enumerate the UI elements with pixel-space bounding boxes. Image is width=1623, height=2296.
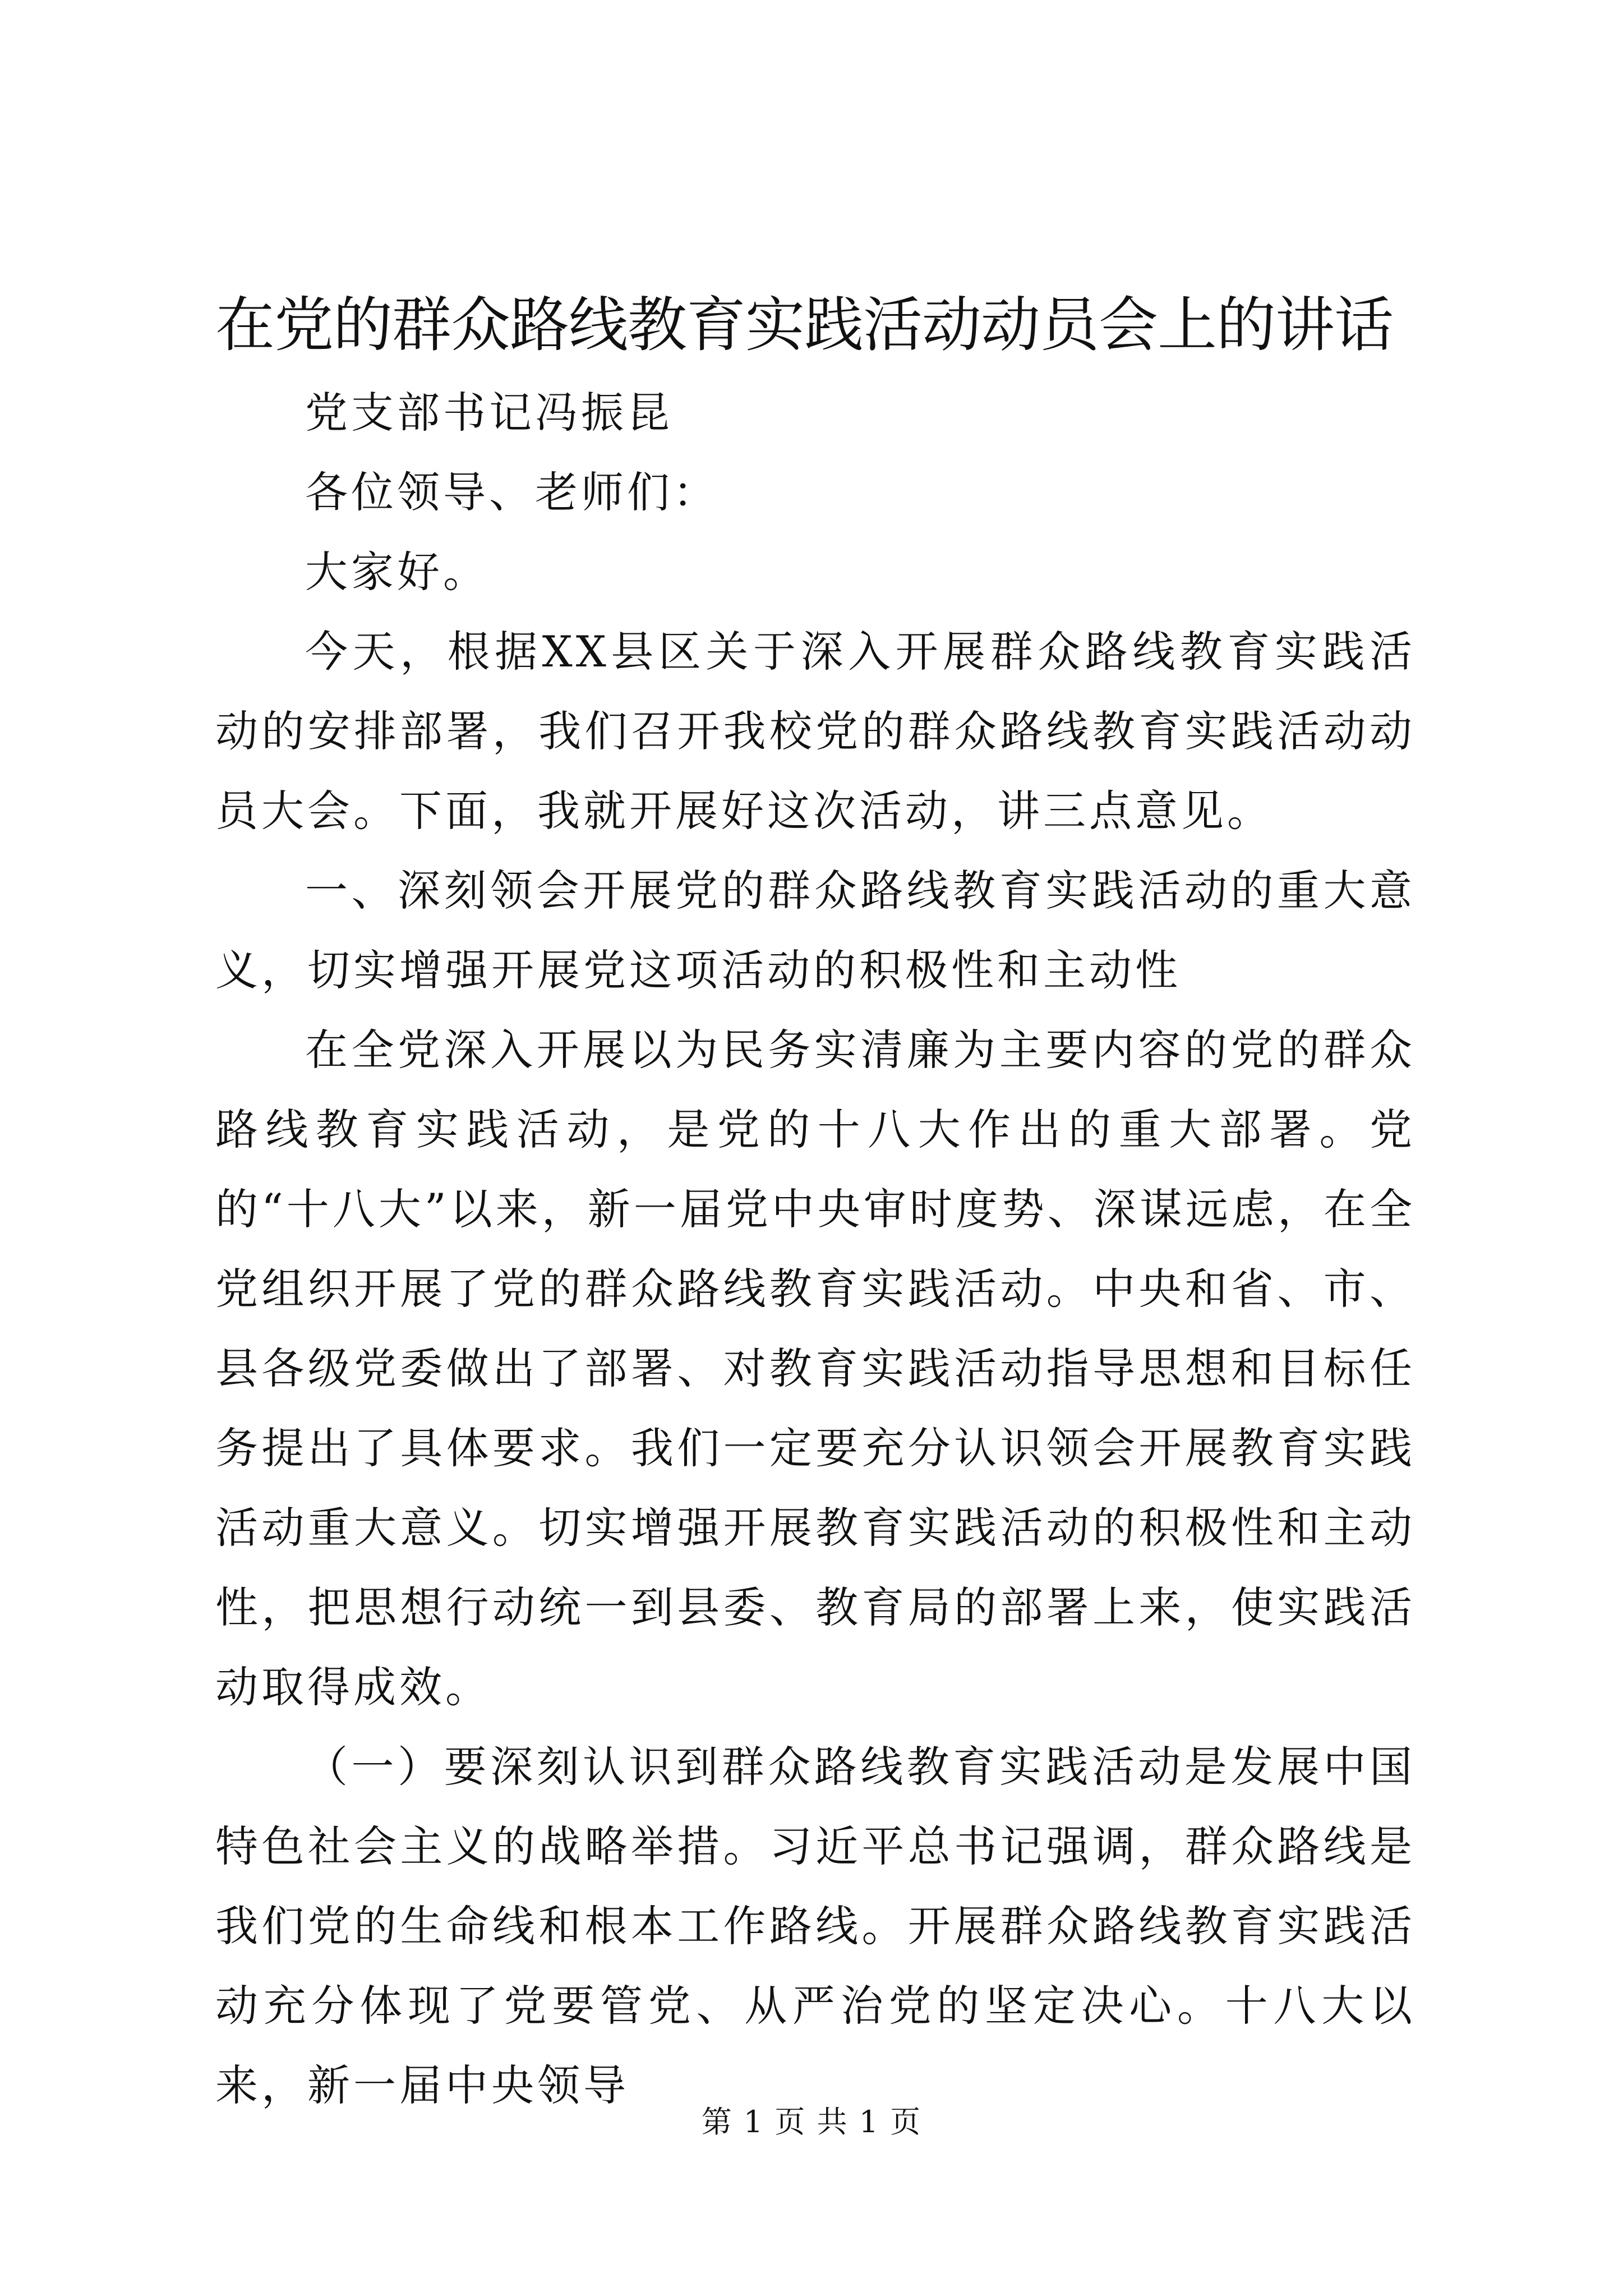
- subsection-paragraph-1: （一）要深刻认识到群众路线教育实践活动是发展中国特色社会主义的战略举措。习近平总书记强调，群众路线是我们党的生命线和根本工作路线。开展群众路线教育实践活动充分体现了党要管党、从严治党的坚定决心。十八大以来，新一届中央领导: [215, 1742, 1415, 2110]
- salutation: 各位领导、老师们：: [305, 467, 719, 517]
- document-body: [215, 373, 1415, 2125]
- greeting: 大家好。: [305, 547, 489, 597]
- intro-paragraph: 今天，根据XX县区关于深入开展群众路线教育实践活动的安排部署，我们召开我校党的群众路线教育实践活动动员大会。下面，我就开展好这次活动，讲三点意见。: [215, 627, 1415, 836]
- author-line: 党支部书记冯振昆: [305, 388, 673, 438]
- body-paragraph: 在全党深入开展以为民务实清廉为主要内容的党的群众路线教育实践活动，是党的十八大作出的重大部署。党的“十八大”以来，新一届党中央审时度势、深谋远虑，在全党组织开展了党的群众路线教育实践活动。中央和省、市、县各级党委做出了部署、对教育实践活动指导思想和目标任务提出了具体要求。我们一定要充分认识领会开展教育实践活动重大意义。切实增强开展教育实践活动的积极性和主动性，把思想行动统一到县委、教育局的部署上来，使实践活动取得成效。: [215, 1025, 1415, 1712]
- page-footer: 第 1 页 共 1 页: [701, 2104, 922, 2139]
- document-title: 在党的群众路线教育实践活动动员会上的讲话: [215, 291, 1393, 360]
- section-heading-1: 一、深刻领会开展党的群众路线教育实践活动的重大意义，切实增强开展党这项活动的积极性和主动性: [215, 866, 1415, 995]
